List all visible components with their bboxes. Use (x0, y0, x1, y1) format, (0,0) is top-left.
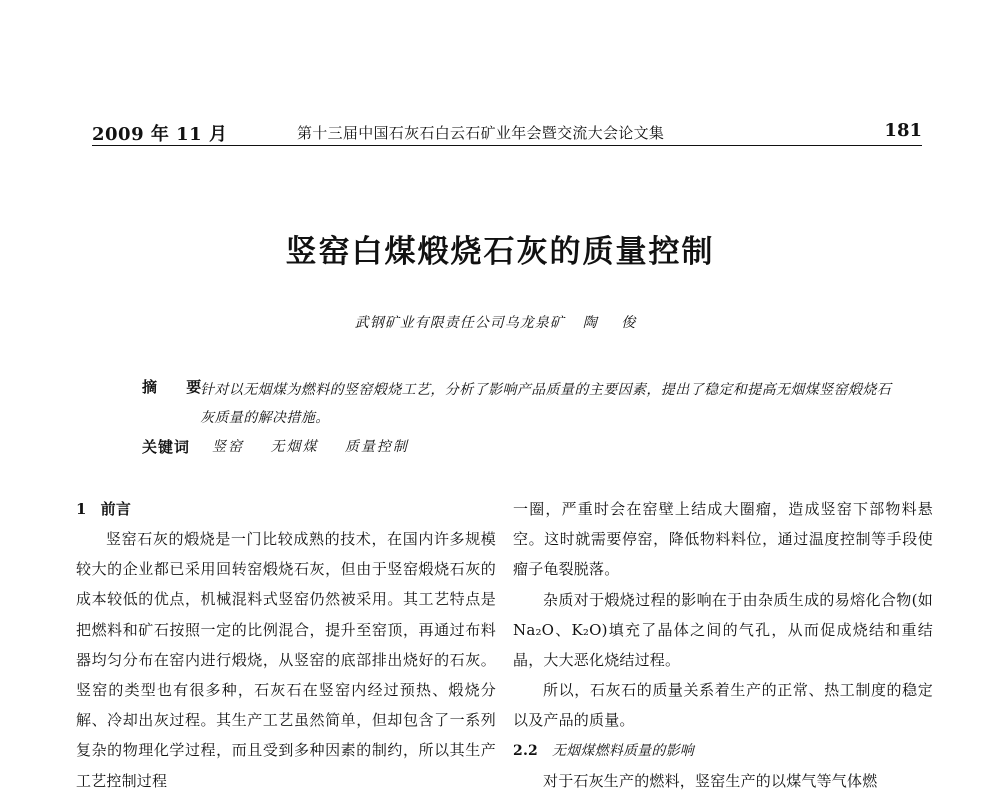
keyword-item: 无烟煤 (270, 439, 319, 455)
section-title: 前言 (100, 500, 132, 518)
header-journal-title: 第十三届中国石灰石白云石矿业年会暨交流大会论文集 (297, 124, 665, 142)
author-affiliation: 武钢矿业有限责任公司乌龙泉矿 (354, 315, 565, 331)
subsection-heading-fuel-quality (513, 736, 933, 766)
body-paragraph: 一圈，严重时会在窑壁上结成大圈瘤，造成竖窑下部物料悬空。这时就需要停窑，降低物料料位，通过温度控制等手段使瘤子龟裂脱落。 (513, 500, 933, 579)
paper-title: 竖窑白煤煅烧石灰的质量控制 (285, 234, 715, 270)
subsection-number: 2.2 (513, 742, 538, 759)
body-paragraph: 竖窑石灰的煅烧是一门比较成熟的技术，在国内许多规模较大的企业都已采用回转窑煅烧石灰，但由于竖窑煅烧石灰的成本较低的优点，机械混料式竖窑仍然被采用。其工艺特点是把燃料和矿石按照一定的比例混合，提升至窑顶，再通过布料器均匀分布在窑内进行煅烧，从竖窑的底部排出烧好的石灰。竖窑的类型也有很多种，石灰石在竖窑内经过预热、煅烧分解、冷却出灰过程。其生产工艺虽然简单，但却包含了一系列复杂的物理化学过程，而且受到多种因素的制约，所以其生产工艺控制过程 (76, 530, 496, 790)
keyword-item: 竖窑 (212, 439, 244, 455)
section-heading-introduction (76, 494, 496, 524)
section-number: 1 (76, 500, 87, 518)
body-paragraph: 杂质对于煅烧过程的影响在于由杂质生成的易熔化合物(如 Na₂O、K₂O)填充了晶体之间的气孔，从而促成烧结和重结晶，大大恶化烧结过程。 (513, 590, 933, 670)
keyword-item: 质量控制 (344, 439, 409, 455)
body-paragraph: 对于石灰生产的燃料，竖窑生产的以煤气等气体燃 (543, 771, 878, 790)
abstract-text: 针对以无烟煤为燃料的竖窑煅烧工艺，分析了影响产品质量的主要因素，提出了稳定和提高无烟煤竖窑煅烧石灰质量的解决措施。 (200, 382, 892, 426)
running-header (92, 118, 922, 148)
header-rule (92, 145, 922, 146)
subsection-title: 无烟煤燃料质量的影响 (551, 742, 694, 759)
right-column (513, 494, 933, 796)
abstract-label: 摘 要 (142, 378, 214, 396)
left-column (76, 494, 496, 796)
author-name: 陶 俊 (582, 315, 646, 331)
header-date: 2009 年 11 月 (92, 124, 228, 145)
header-page-number: 181 (884, 120, 922, 141)
keywords-list (212, 436, 431, 456)
body-paragraph: 所以，石灰石的质量关系着生产的正常、热工制度的稳定以及产品的质量。 (513, 681, 933, 730)
keywords-label: 关键词 (142, 438, 191, 456)
author-line (0, 312, 1000, 332)
